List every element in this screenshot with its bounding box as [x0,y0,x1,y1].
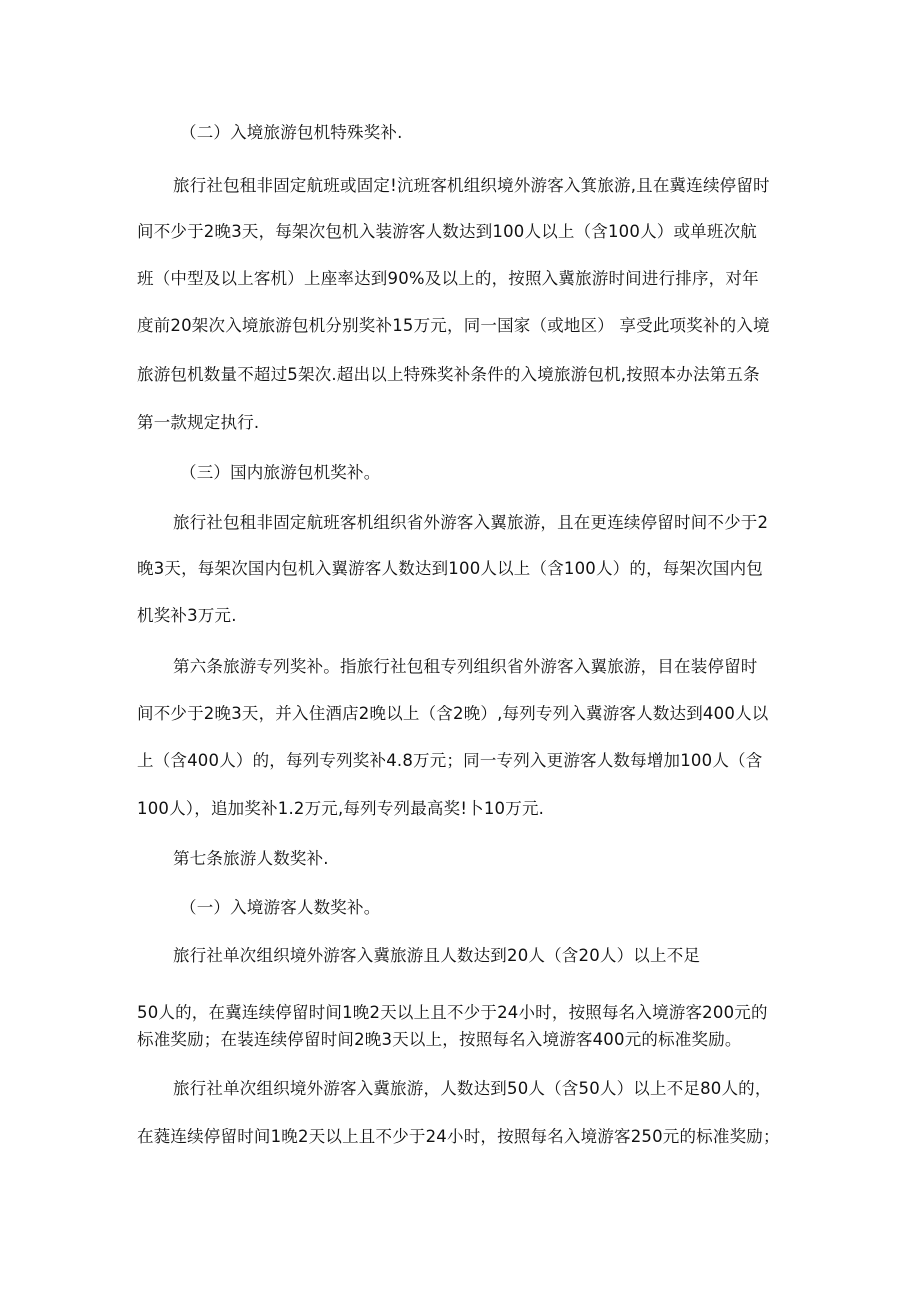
paragraph-line: 100人），追加奖补1.2万元,每列专列最高奖!卜10万元. [137,799,545,818]
paragraph-line: 上（含400人）的，每列专列奖补4.8万元；同一专列入更游客人数每增加100人（含 [137,751,763,770]
paragraph-line: 第六条旅游专列奖补。指旅行社包租专列组织省外游客入翼旅游，目在装停留时 [173,657,758,676]
paragraph-line: 间不少于2晚3天，每架次包机入装游客人数达到100人以上（含100人）或单班次航 [137,222,757,241]
paragraph-line: 度前20架次入境旅游包机分别奖补15万元，同一国家（或地区） 享受此项奖补的入境 [137,316,770,335]
paragraph-line: 旅行社包租非固定航班或固定!沆班客机组织境外游客入箕旅游,且在冀连续停留时 [173,176,770,195]
paragraph-line: 旅游包机数量不超过5架次.超出以上特殊奖补条件的入境旅游包机,按照本办法第五条 [137,365,760,384]
section-heading-domestic-charter: （三）国内旅游包机奖补。 [180,463,381,482]
paragraph-line: 机奖补3万元. [137,606,237,625]
paragraph-line: 旅行社包租非固定航班客机组织省外游客入翼旅游，且在更连续停留时间不少于2 [173,513,769,532]
section-heading-inbound-count: （一）入境游客人数奖补。 [180,898,381,917]
section-heading-inbound-charter-special: （二）入境旅游包机特殊奖补. [180,123,403,142]
paragraph-line: 50人的，在冀连续停留时间1晚2天以上且不少于24小时，按照每名入境游客200元的 [137,1003,768,1022]
paragraph-line: 在蕤连续停留时间1晚2天以上且不少于24小时，按照每名入境游客250元的标准奖励； [137,1127,780,1146]
paragraph-line: 旅行社单次组织境外游客入冀旅游，人数达到50人（含50人）以上不足80人的， [173,1079,772,1098]
article-heading-tourist-count: 第七条旅游人数奖补. [173,849,329,868]
paragraph-line: 班（中型及以上客机）上座率达到90%及以上的，按照入冀旅游时间进行排序，对年 [137,269,759,288]
paragraph-line: 第一款规定执行. [137,413,260,432]
paragraph-line: 晚3天，每架次国内包机入翼游客人数达到100人以上（含100人）的，每架次国内包 [137,559,763,578]
paragraph-line: 标准奖励；在装连续停留时间2晚3天以上，按照每名入境游客400元的标准奖励。 [137,1030,742,1049]
paragraph-line: 间不少于2晚3天，并入住酒店2晚以上（含2晚）,每列专列入冀游客人数达到400人以 [137,704,769,723]
paragraph-line: 旅行社单次组织境外游客入冀旅游且人数达到20人（含20人）以上不足 [173,946,701,965]
